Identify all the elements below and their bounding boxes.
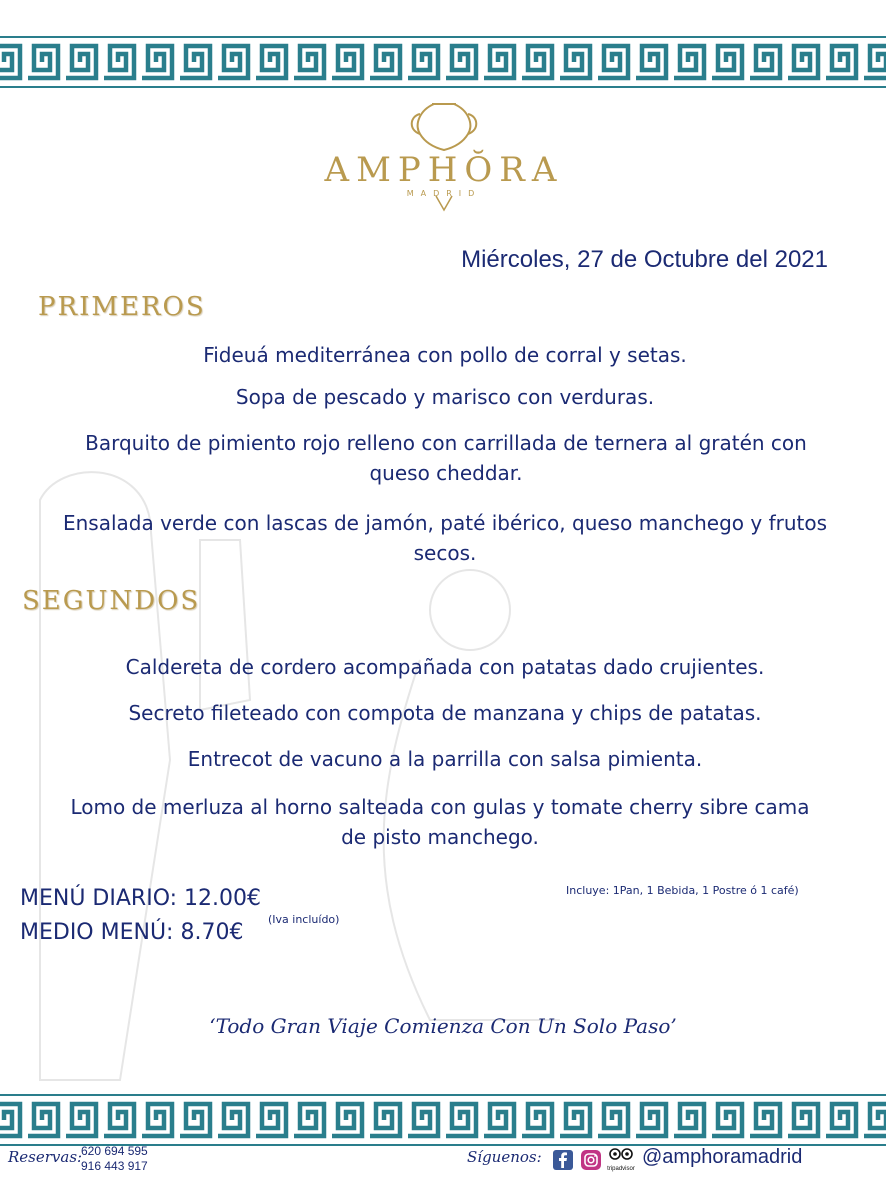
section-title-primeros: PRIMEROS (38, 292, 206, 322)
dish-item: Fideuá mediterránea con pollo de corral y setas. (203, 343, 687, 367)
dish-item: Barquito de pimiento rojo relleno con carrillada de ternera al gratén con queso cheddar. (85, 431, 807, 485)
tripadvisor-icon[interactable] (606, 1146, 636, 1172)
instagram-icon[interactable] (581, 1150, 601, 1170)
tripadvisor-owl-icon (606, 1147, 636, 1161)
daily-menu-price: MENÚ DIARIO: 12.00€ (20, 886, 262, 911)
logo-subtitle: MADRID (406, 189, 482, 198)
dish-item: Secreto fileteado con compota de manzana y chips de patatas. (128, 701, 762, 725)
reservations-label: Reservas: (8, 1148, 83, 1166)
motto-quote: ‘Todo Gran Viaje Comienza Con Un Solo Paso’ (209, 1014, 677, 1038)
dish-item: Sopa de pescado y marisco con verduras. (235, 385, 655, 409)
restaurant-logo (316, 100, 572, 214)
half-menu-price: MEDIO MENÚ: 8.70€ (20, 920, 244, 945)
vat-note: (Iva incluído) (268, 913, 340, 926)
amphora-base-icon (316, 194, 572, 214)
greek-border-top (0, 36, 886, 88)
tripadvisor-label: tripadvisor (607, 1166, 635, 1172)
greek-meander-border (0, 36, 886, 88)
phone-number[interactable]: 916 443 917 (81, 1159, 148, 1173)
facebook-icon[interactable] (553, 1150, 573, 1170)
section-title-segundos: SEGUNDOS (22, 586, 201, 616)
social-handle[interactable]: @amphoramadrid (642, 1146, 803, 1168)
greek-border-bottom (0, 1094, 886, 1146)
dish-item: Ensalada verde con lascas de jamón, paté ibérico, queso manchego y frutos secos. (62, 511, 828, 565)
phone-number[interactable]: 620 694 595 (81, 1144, 148, 1158)
menu-includes-note: Incluye: 1Pan, 1 Bebida, 1 Postre ó 1 café) (566, 884, 799, 897)
menu-date: Miércoles, 27 de Octubre del 2021 (461, 246, 828, 273)
follow-us-label: Síguenos: (467, 1148, 542, 1166)
dish-item: Caldereta de cordero acompañada con patatas dado crujientes. (125, 655, 765, 679)
greek-meander-border (0, 1094, 886, 1146)
dish-item: Entrecot de vacuno a la parrilla con salsa pimienta. (187, 747, 703, 771)
dish-item: Lomo de merluza al horno salteada con gulas y tomate cherry sibre cama de pisto manchego. (70, 795, 810, 849)
logo-wordmark: AMPHŎRA (324, 150, 564, 190)
